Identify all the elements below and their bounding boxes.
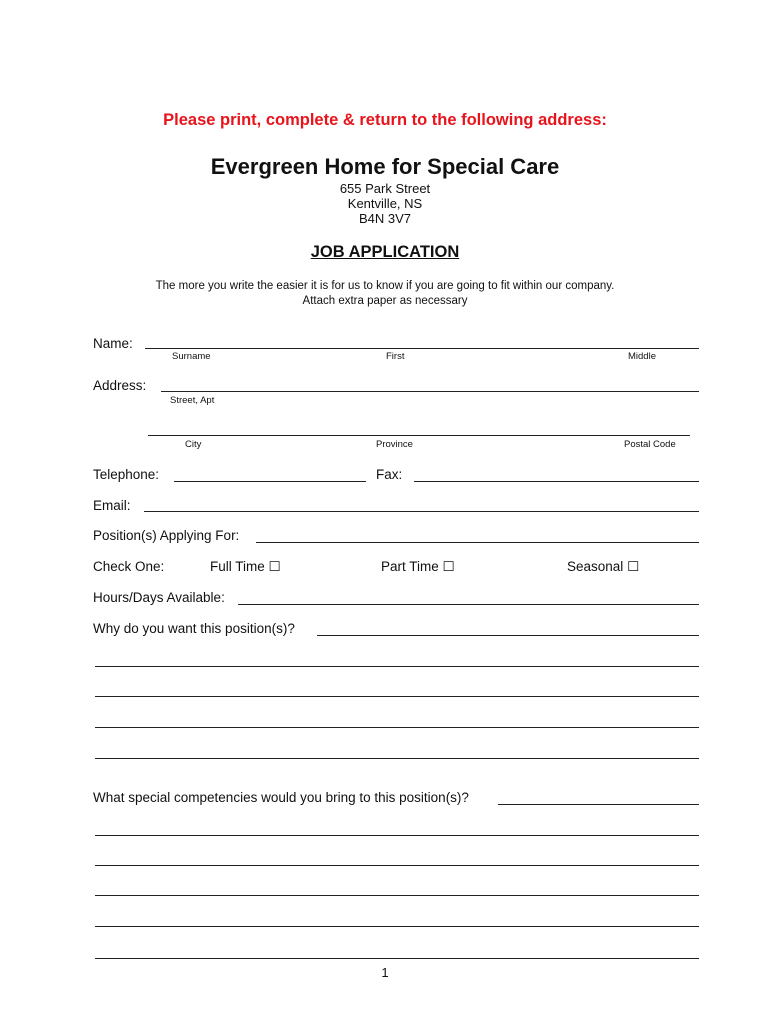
name-field[interactable] xyxy=(145,348,699,349)
address-line-postal: B4N 3V7 xyxy=(358,211,412,226)
seasonal-checkbox[interactable]: ☐ xyxy=(627,559,640,574)
check-one-label: Check One: xyxy=(93,559,165,574)
full-time-option[interactable] xyxy=(210,559,281,575)
address-label: Address: xyxy=(93,378,147,393)
seasonal-label: Seasonal xyxy=(567,559,624,574)
part-time-label: Part Time xyxy=(381,559,439,574)
why-answer-line[interactable] xyxy=(95,696,699,697)
competencies-answer-line[interactable] xyxy=(95,865,699,866)
email-field[interactable] xyxy=(144,511,699,512)
part-time-checkbox[interactable]: ☐ xyxy=(442,559,455,574)
positions-field[interactable] xyxy=(256,542,699,543)
organization-name: Evergreen Home for Special Care xyxy=(210,154,560,179)
why-answer-line[interactable] xyxy=(95,666,699,667)
street-caption: Street, Apt xyxy=(170,395,215,406)
city-province-postal-field[interactable] xyxy=(148,435,690,436)
full-time-label: Full Time xyxy=(210,559,265,574)
competencies-answer-line[interactable] xyxy=(95,895,699,896)
seasonal-option[interactable] xyxy=(567,559,639,575)
why-answer-line[interactable] xyxy=(95,727,699,728)
why-answer-line[interactable] xyxy=(95,758,699,759)
street-field[interactable] xyxy=(161,391,699,392)
competencies-answer-line[interactable] xyxy=(95,835,699,836)
intro-text: The more you write the easier it is for us to know if you are going to fit within our company. xyxy=(155,280,615,292)
postal-code-caption: Postal Code xyxy=(624,439,676,450)
full-time-checkbox[interactable]: ☐ xyxy=(268,559,281,574)
name-label: Name: xyxy=(93,336,133,351)
fax-field[interactable] xyxy=(414,481,699,482)
why-field[interactable] xyxy=(317,635,699,636)
form-title: JOB APPLICATION xyxy=(310,243,460,261)
part-time-option[interactable] xyxy=(381,559,455,575)
why-label: Why do you want this position(s)? xyxy=(93,621,295,636)
province-caption: Province xyxy=(376,439,413,450)
intro-note: Attach extra paper as necessary xyxy=(302,295,468,307)
city-caption: City xyxy=(185,439,202,450)
hours-field[interactable] xyxy=(238,604,699,605)
surname-caption: Surname xyxy=(172,351,211,362)
first-name-caption: First xyxy=(386,351,405,362)
competencies-answer-line[interactable] xyxy=(95,926,699,927)
fax-label: Fax: xyxy=(376,467,403,482)
middle-name-caption: Middle xyxy=(628,351,656,362)
hours-label: Hours/Days Available: xyxy=(93,590,225,605)
telephone-field[interactable] xyxy=(174,481,366,482)
telephone-label: Telephone: xyxy=(93,467,160,482)
competencies-label: What special competencies would you bring to this position(s)? xyxy=(93,790,469,805)
positions-label: Position(s) Applying For: xyxy=(93,528,240,543)
address-line-street: 655 Park Street xyxy=(339,181,431,196)
page-number: 1 xyxy=(381,965,389,980)
competencies-answer-line[interactable] xyxy=(95,958,699,959)
address-line-city: Kentville, NS xyxy=(347,196,423,211)
competencies-field[interactable] xyxy=(498,804,699,805)
email-label: Email: xyxy=(93,498,131,513)
return-instructions: Please print, complete & return to the following address: xyxy=(163,111,607,129)
